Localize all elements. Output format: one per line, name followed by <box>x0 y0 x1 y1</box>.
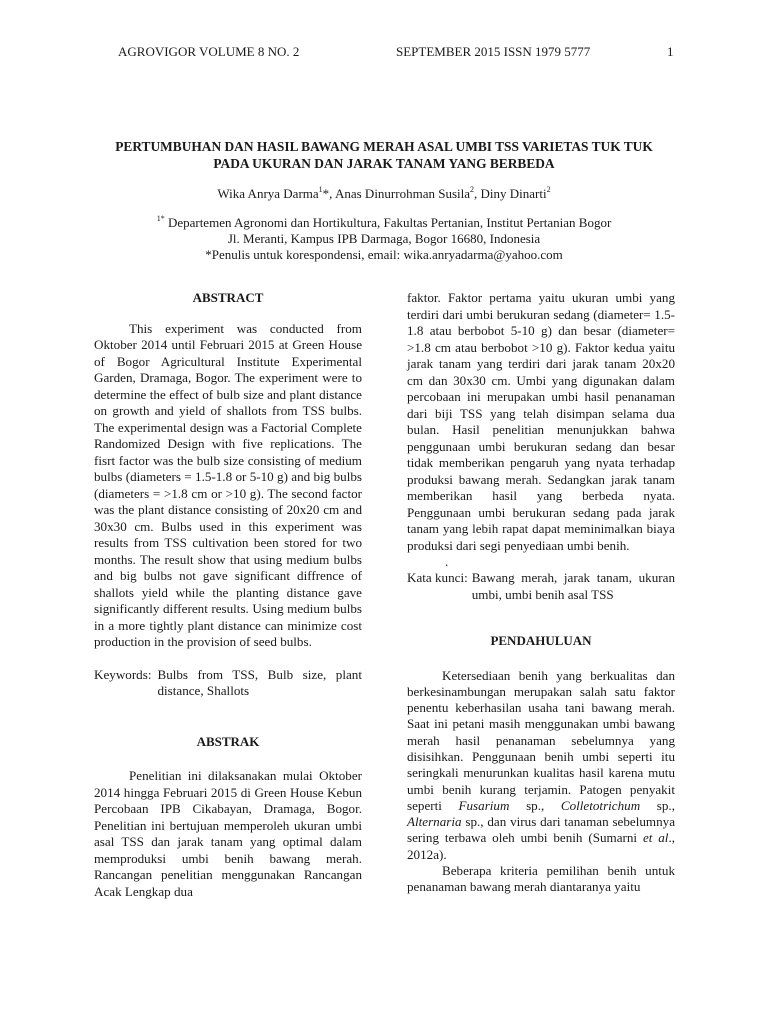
intro-paragraph-2: Beberapa kriteria pemilihan benih untuk penanaman bawang merah diantaranya yaitu <box>407 863 675 895</box>
author-1: Wika Anrya Darma <box>217 186 319 201</box>
author-3-affil: 2 <box>546 184 551 194</box>
paper-title <box>60 138 708 172</box>
title-line-2: PADA UKURAN DAN JARAK TANAM YANG BERBEDA <box>213 156 555 171</box>
abstrak-text-left: Penelitian ini dilaksanakan mulai Oktober 2014 hingga Februari 2015 di Green House Kebun Percobaan IPB Cikabayan, Dramaga, Bogor. Penelitian ini bertujuan memperoleh ukuran umbi asal TSS dan jarak tanam yang optimal dalam memproduksi umbi benih bawang merah. Rancangan penelitian menggunakan Rancangan Acak Lengkap dua <box>94 768 362 899</box>
taxon-fusarium: Fusarium <box>458 797 510 813</box>
intro-paragraph-1: Ketersediaan benih yang berkualitas dan berkesinambungan merupakan salah satu faktor penentu keberhasilan usaha tani bawang merah. Saat ini petani masih menggunakan umbi bawang merah hasil penanaman sebelumnya yang disisihkan. Penggunaan benih umbi seperti itu seringkali menurunkan kualitas hasil karena mutu umbi benih kurang terjamin. Patogen penyakit seperti Fusarium sp., Colletotrichum sp., Alternaria sp., dan virus dari tanaman sebelumnya sering terbawa oleh umbi benih (Sumarni et al., 2012a). <box>407 667 675 862</box>
kata-kunci-label: Kata kunci: <box>407 570 468 585</box>
keywords-id <box>407 570 675 603</box>
author-2: Anas Dinurrohman Susila <box>334 186 471 201</box>
running-header <box>0 44 768 62</box>
keywords-values: Bulbs from TSS, Bulb size, plant distance, Shallots <box>157 666 362 698</box>
taxon-colletotrichum: Colletotrichum <box>560 797 641 813</box>
pendahuluan-heading: PENDAHULUAN <box>490 633 592 648</box>
author-2-affil: 2 <box>470 184 475 194</box>
page-number: 1 <box>667 44 674 59</box>
abstrak-text-right: faktor. Faktor pertama yaitu ukuran umbi yang terdiri dari umbi berukuran sedang (diameter= 1.5-1.8 atau berbobot 5-10 g) dan besar (diameter= >1.8 cm atau berbobot >10 g). Faktor kedua yaitu jarak tanam yang terdiri dari jarak tanam 20x20 cm dan 30x30 cm. Umbi yang digunakan dalam percobaan ini merupakan umbi hasil penanaman dari biji TSS yang telah disimpan selama dua bulan. Hasil penelitian menunjukkan bahwa penggunaan umbi berukuran sedang dan besar tidak memberikan pengaruh yang nyata terhadap produksi bawang merah. Sedangkan jarak tanam memberikan hasil yang berbeda nyata. Penggunaan umbi berukuran sedang pada jarak tanam yang lebih rapat dapat meminimalkan biaya produksi dari segi penyediaan umbi benih. <box>407 290 675 553</box>
separator-dot: . <box>445 554 449 569</box>
citation-etal: et al <box>642 830 669 846</box>
title-line-1: PERTUMBUHAN DAN HASIL BAWANG MERAH ASAL UMBI TSS VARIETAS TUK TUK <box>115 139 653 154</box>
author-3: Diny Dinarti <box>480 186 547 201</box>
journal-volume: AGROVIGOR VOLUME 8 NO. 2 <box>118 44 300 59</box>
affiliation-mark: 1* <box>156 213 165 223</box>
abstract-heading: ABSTRACT <box>192 290 264 305</box>
author-1-affil: 1 <box>318 184 323 194</box>
taxon-alternaria: Alternaria <box>407 814 462 830</box>
author-separator: , <box>474 186 481 201</box>
title-block <box>60 138 708 263</box>
affiliation-line-1: $^{1*}$ Departemen Agronomi dan Hortikultura, Fakultas Pertanian, Institut Pertanian Bogor <box>156 213 612 230</box>
keywords-en <box>94 667 362 700</box>
right-column <box>407 290 675 896</box>
abstrak-heading: ABSTRAK <box>196 733 260 749</box>
author-list <box>60 186 708 202</box>
issue-date-issn: SEPTEMBER 2015 ISSN 1979 5777 <box>396 44 591 59</box>
keywords-label: Keywords: <box>94 666 152 682</box>
kata-kunci-values: Bawang merah, jarak tanam, ukuran umbi, umbi benih asal TSS <box>471 570 675 602</box>
correspondence-line: *Penulis untuk korespondensi, email: wika.anryadarma@yahoo.com <box>205 247 563 262</box>
abstract-text: This experiment was conducted from Oktober 2014 until Februari 2015 at Green House of Bogor Agricultural Institute Experimental Garden, Dramaga, Bogor. The experiment were to determine the effect of bulb size and plant distance on growth and yield of shallots from TSS bulbs. The experimental design was a Factorial Complete Randomized Design with five replications. The fisrt factor was the bulb size consisting of medium bulbs (diameters = 1.5-1.8 or 5-10 g) and big bulbs (diameters = >1.8 cm or >10 g). The second factor was the plant distance consisting of 20x20 cm and 30x30 cm. Bulbs used in this experiment was results from TSS cultivation been stored for two months. The result show that using medium bulbs and big bulbs not gave significant diffrence of shallots yield while the planting distance gave significantly different results. Using medium bulbs in a more tightly plant distance can minimize cost production in the provision of seed bulbs. <box>94 320 362 649</box>
corresponding-mark: *, <box>322 186 335 201</box>
left-column <box>94 290 362 900</box>
affiliation-line-2: Jl. Meranti, Kampus IPB Darmaga, Bogor 16680, Indonesia <box>227 231 541 246</box>
affiliations <box>60 215 708 263</box>
